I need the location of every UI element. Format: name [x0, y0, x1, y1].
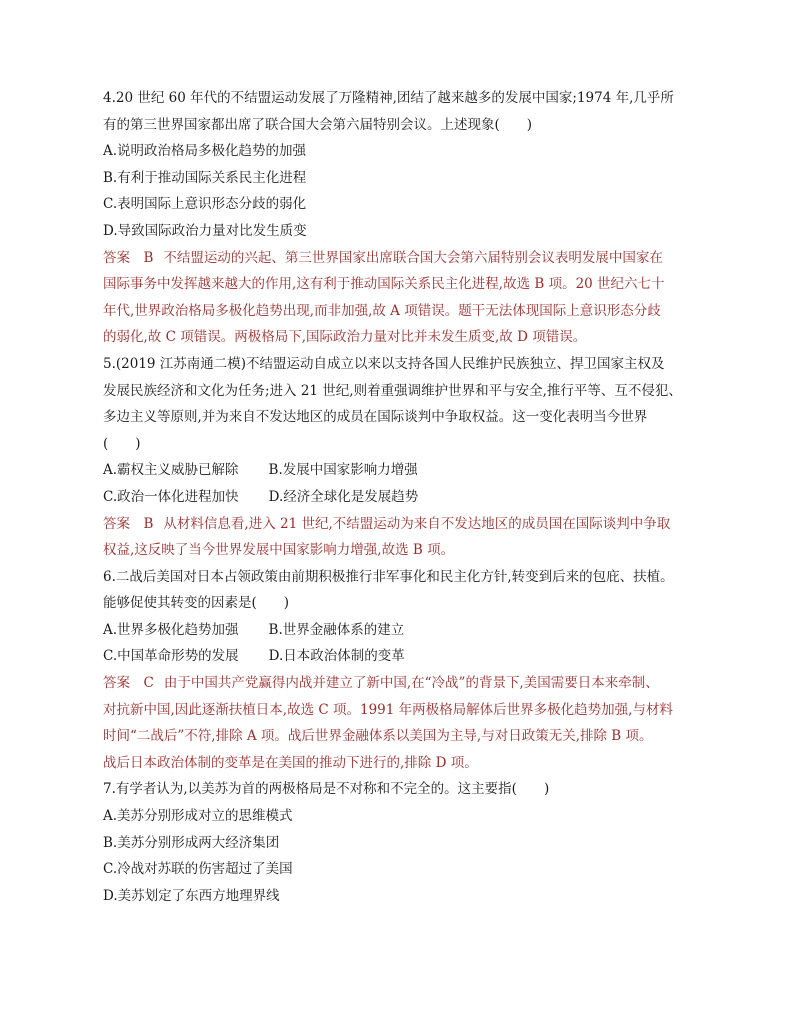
question-stem: 6.二战后美国对日本占领政策由前期积极推行非军事化和民主化方针,转变到后来的包庇、扶植。 — [103, 568, 674, 585]
option-d: D.经济全球化是发展趋势 — [268, 488, 419, 505]
answer-text: 年代,世界政治格局多极化趋势出现,而非加强,故 A 项错误。题干无法体现国际上意识形态分歧 — [103, 302, 661, 319]
answer-label: 答案 B — [103, 515, 154, 532]
question-stem: 5.(2019 江苏南通二模)不结盟运动自成立以来以支持各国人民维护民族独立、捍卫国家主权及 — [103, 355, 665, 372]
answer-text: 对抗新中国,因此逐渐扶植日本,故选 C 项。1991 年两极格局解体后世界多极化趋势加强,与材料 — [103, 701, 673, 718]
option-b: B.美苏分别形成两大经济集团 — [103, 834, 280, 851]
option-d: D.日本政治体制的变革 — [268, 648, 405, 665]
option-d: D.美苏划定了东西方地理界线 — [103, 887, 280, 904]
answer-text: 时间“二战后”不符,排除 A 项。战后世界金融体系以美国为主导,与对日政策无关,排除 B 项。 — [103, 728, 653, 745]
option-c: C.政治一体化进程加快 — [103, 488, 239, 505]
option-a: A.说明政治格局多极化趋势的加强 — [103, 143, 307, 160]
option-c: C.冷战对苏联的伤害超过了美国 — [103, 861, 293, 878]
question-7 — [103, 776, 703, 909]
option-a: A.霸权主义威胁已解除 — [103, 462, 239, 479]
answer-line — [103, 245, 703, 272]
option-c: C.中国革命形势的发展 — [103, 648, 239, 665]
answer-line — [103, 511, 703, 538]
question-stem: 有的第三世界国家都出席了联合国大会第六届特别会议。上述现象( ) — [103, 116, 533, 133]
answer-line — [103, 670, 703, 697]
answer-text: 战后日本政治体制的变革是在美国的推动下进行的,排除 D 项。 — [103, 754, 478, 771]
option-a: A.世界多极化趋势加强 — [103, 621, 239, 638]
option-b: B.世界金融体系的建立 — [268, 621, 405, 638]
question-stem: 多边主义等原则,并为来自不发达地区的成员在国际谈判中争取权益。这一变化表明当今世界 — [103, 409, 648, 426]
option-c: C.表明国际上意识形态分歧的弱化 — [103, 196, 307, 213]
answer-label: 答案 B — [103, 249, 154, 266]
question-stem: 发展民族经济和文化为任务;进入 21 世纪,则着重强调维护世界和平与安全,推行平等、互不侵犯、 — [103, 382, 682, 399]
option-d: D.导致国际政治力量对比发生质变 — [103, 222, 307, 239]
question-5 — [103, 351, 703, 564]
answer-text: 的弱化,故 C 项错误。两极格局下,国际政治力量对比并未发生质变,故 D 项错误。 — [103, 329, 587, 346]
options-row — [103, 643, 703, 670]
question-4 — [103, 85, 703, 351]
option-b: B.发展中国家影响力增强 — [268, 462, 418, 479]
option-b: B.有利于推动国际关系民主化进程 — [103, 169, 307, 186]
answer-text: 不结盟运动的兴起、第三世界国家出席联合国大会第六届特别会议表明发展中国家在 — [163, 249, 663, 266]
options-row — [103, 457, 703, 484]
question-stem: ( ) — [103, 435, 141, 452]
option-a: A.美苏分别形成对立的思维模式 — [103, 808, 293, 825]
answer-text: 由于中国共产党赢得内战并建立了新中国,在“冷战”的背景下,美国需要日本来牵制、 — [163, 675, 659, 692]
answer-text: 权益,这反映了当今世界发展中国家影响力增强,故选 B 项。 — [103, 542, 455, 559]
options-row — [103, 617, 703, 644]
answer-label: 答案 C — [103, 675, 154, 692]
question-stem: 4.20 世纪 60 年代的不结盟运动发展了万隆精神,团结了越来越多的发展中国家;1974 年,几乎所 — [103, 90, 674, 106]
question-6 — [103, 564, 703, 777]
question-stem: 7.有学者认为,以美苏为首的两极格局是不对称和不完全的。这主要指( ) — [103, 781, 550, 798]
question-stem: 能够促使其转变的因素是( ) — [103, 595, 290, 612]
question-page — [103, 85, 703, 909]
answer-text: 从材料信息看,进入 21 世纪,不结盟运动为来自不发达地区的成员国在国际谈判中争取 — [163, 515, 671, 532]
options-row — [103, 484, 703, 511]
answer-text: 国际事务中发挥越来越大的作用,这有利于推动国际关系民主化进程,故选 B 项。20 世纪六七十 — [103, 276, 665, 293]
